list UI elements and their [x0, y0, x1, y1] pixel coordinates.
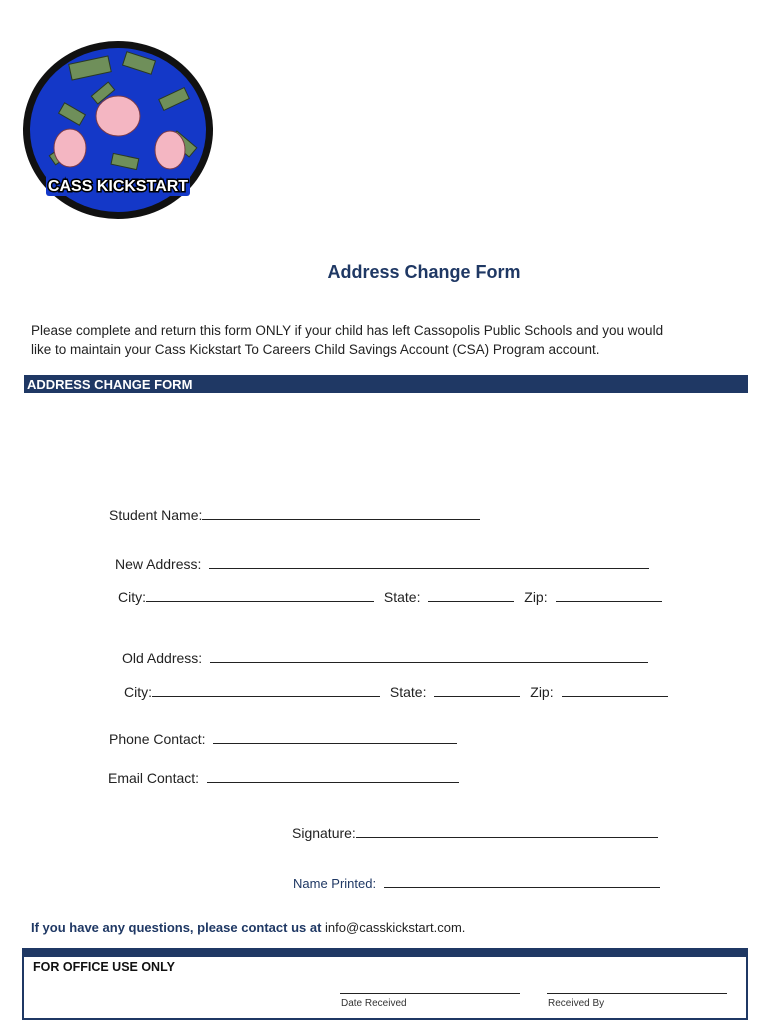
student-name-label: Student Name: — [109, 507, 203, 523]
new-state-label: State: — [383, 589, 421, 605]
new-zip-label: Zip: — [524, 589, 548, 605]
received-by-line — [547, 993, 727, 994]
student-name-field[interactable] — [109, 506, 480, 523]
signature-line[interactable] — [356, 824, 658, 838]
new-city-state-zip-row[interactable] — [118, 588, 662, 605]
new-city-label: City: — [118, 589, 146, 605]
new-state-line[interactable] — [428, 588, 514, 602]
cass-kickstart-logo — [20, 38, 216, 222]
old-city-label: City: — [124, 684, 152, 700]
email-contact-line[interactable] — [207, 769, 459, 783]
old-zip-label: Zip: — [530, 684, 554, 700]
new-zip-line[interactable] — [556, 588, 662, 602]
intro-line-2: like to maintain your Cass Kickstart To Careers Child Savings Account (CSA) Program account. — [31, 342, 600, 357]
old-address-line[interactable] — [210, 649, 648, 663]
date-received-label: Date Received — [341, 998, 407, 1009]
phone-contact-field[interactable] — [109, 730, 457, 747]
old-address-label: Old Address: — [122, 650, 203, 666]
phone-contact-line[interactable] — [213, 730, 457, 744]
form-title: Address Change Form — [327, 262, 521, 282]
office-use-box — [22, 948, 748, 1020]
email-contact-label: Email Contact: — [108, 770, 200, 786]
new-address-field[interactable] — [115, 555, 649, 572]
email-contact-field[interactable] — [108, 769, 459, 786]
name-printed-field[interactable] — [293, 874, 660, 891]
old-state-line[interactable] — [434, 683, 520, 697]
old-zip-line[interactable] — [562, 683, 668, 697]
old-address-field[interactable] — [122, 649, 648, 666]
signature-field[interactable] — [292, 824, 658, 841]
name-printed-label: Name Printed: — [293, 876, 377, 891]
signature-label: Signature: — [292, 825, 356, 841]
intro-line-1: Please complete and return this form ONLY if your child has left Cassopolis Public Schools and you would — [31, 323, 664, 338]
student-name-line[interactable] — [202, 506, 480, 520]
old-state-label: State: — [389, 684, 427, 700]
contact-prompt: If you have any questions, please contact us at — [31, 920, 322, 935]
old-city-state-zip-row[interactable] — [124, 683, 668, 700]
new-address-label: New Address: — [115, 556, 202, 572]
received-by-label: Received By — [548, 998, 605, 1009]
intro-text — [31, 321, 731, 359]
section-header-bar: ADDRESS CHANGE FORM — [24, 375, 748, 393]
old-city-line[interactable] — [152, 683, 380, 697]
contact-email-link[interactable]: info@casskickstart.com. — [325, 920, 466, 935]
new-address-line[interactable] — [209, 555, 649, 569]
phone-contact-label: Phone Contact: — [109, 731, 206, 747]
name-printed-line[interactable] — [384, 874, 660, 888]
contact-line — [31, 920, 465, 935]
date-received-line — [340, 993, 520, 994]
office-use-title: FOR OFFICE USE ONLY — [33, 960, 175, 974]
new-city-line[interactable] — [146, 588, 374, 602]
logo-text: CASS KICKSTART — [47, 178, 189, 195]
